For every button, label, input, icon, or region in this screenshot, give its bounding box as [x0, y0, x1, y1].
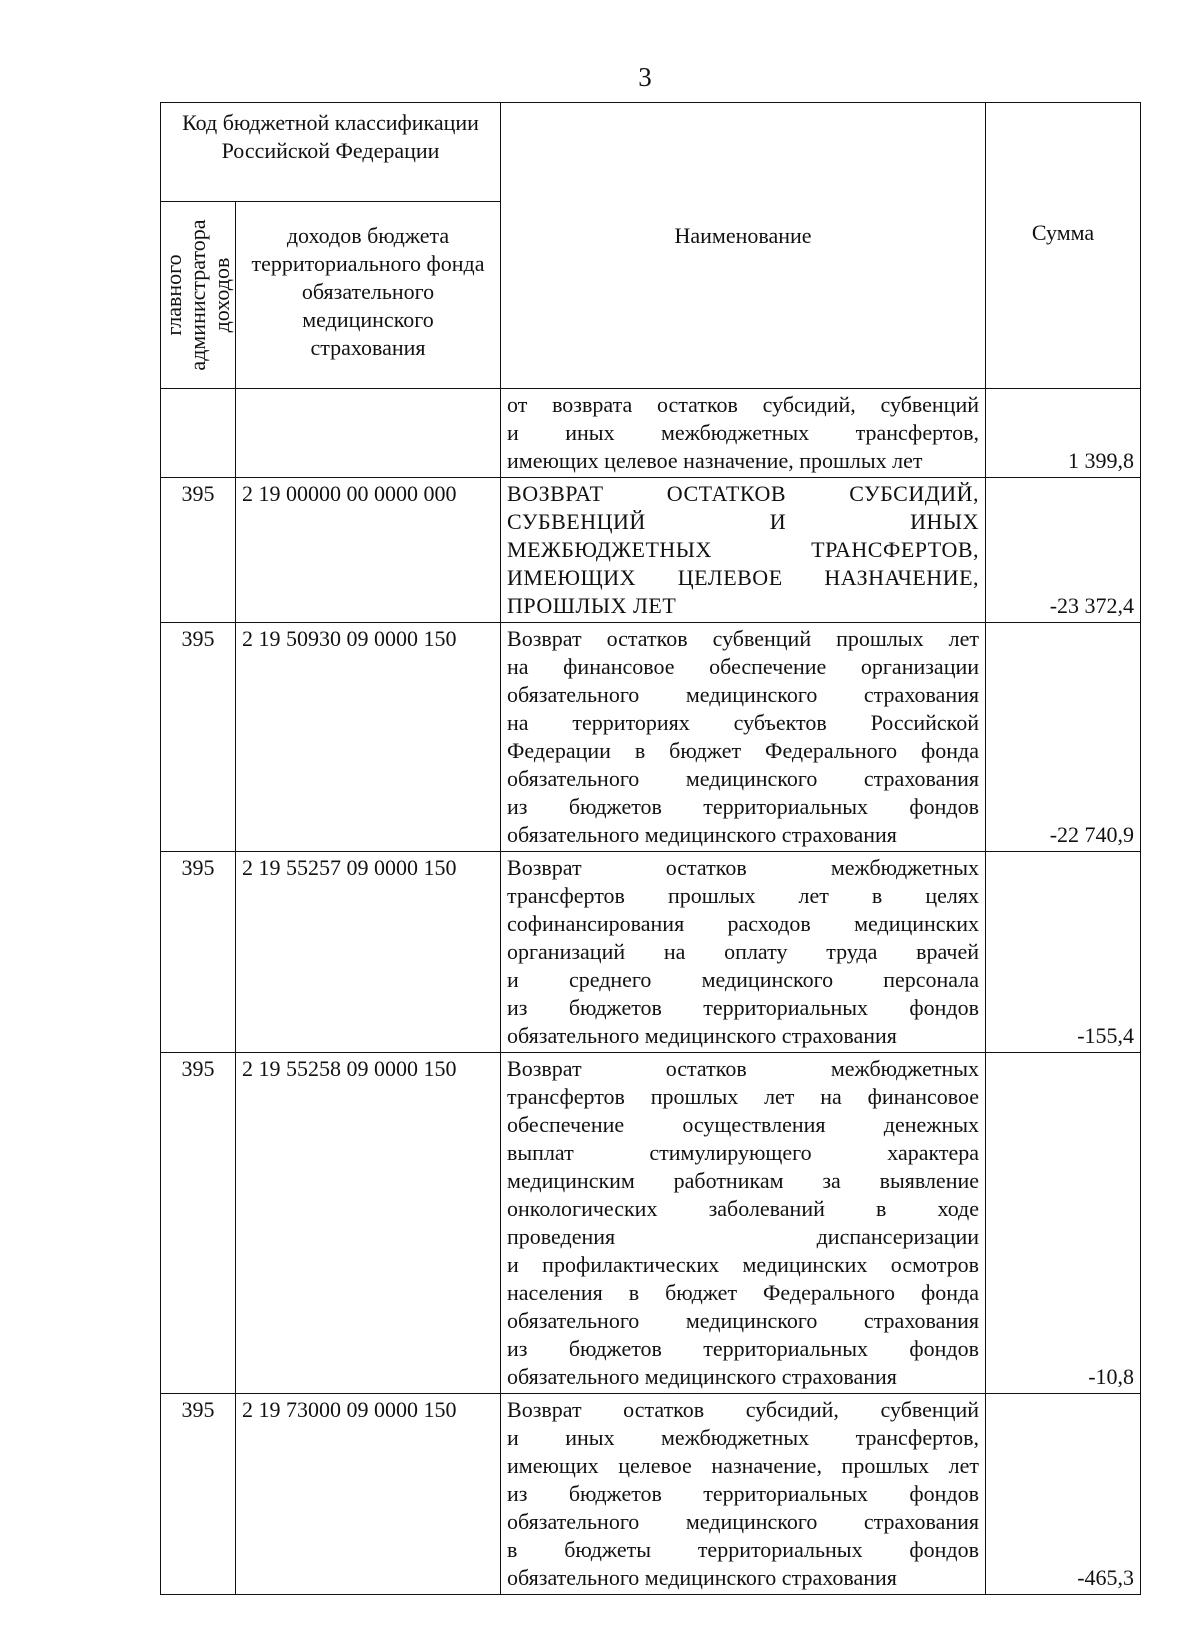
- table-body: [161, 389, 1141, 1595]
- name-line: обязательного медицинского страхования: [507, 822, 897, 847]
- name-line: от возврата остатков субсидий, субвенций: [507, 392, 980, 417]
- income-code-cell: 2 19 00000 00 0000 000: [236, 478, 501, 623]
- name-line: ВОЗВРАТ ОСТАТКОВ СУБСИДИЙ,: [507, 481, 980, 506]
- admin-code-cell: 395: [161, 623, 236, 852]
- name-line: и профилактических медицинских осмотров: [507, 1252, 980, 1277]
- sum-cell: 1 399,8: [986, 389, 1141, 478]
- name-line: и среднего медицинского персонала: [507, 967, 980, 992]
- header-budget-code-group: Код бюджетной классификации Российской Федерации: [161, 103, 501, 202]
- income-code-cell: 2 19 50930 09 0000 150: [236, 623, 501, 852]
- name-cell: [501, 389, 986, 478]
- name-line: обязательного медицинского страхования: [507, 1023, 897, 1048]
- name-line: на финансовое обеспечение организации: [507, 654, 980, 679]
- name-line: и иных межбюджетных трансфертов,: [507, 420, 980, 445]
- income-code-cell: 2 19 55257 09 0000 150: [236, 852, 501, 1053]
- name-line: трансфертов прошлых лет в целях: [507, 883, 980, 908]
- name-line: обязательного медицинского страхования: [507, 1509, 980, 1534]
- header-sum: Сумма: [986, 103, 1141, 389]
- admin-code-cell: 395: [161, 478, 236, 623]
- table-row: [161, 478, 1141, 623]
- name-line: и иных межбюджетных трансфертов,: [507, 1425, 980, 1450]
- table-row: [161, 1394, 1141, 1595]
- name-line: трансфертов прошлых лет на финансовое: [507, 1084, 980, 1109]
- income-code-cell: 2 19 55258 09 0000 150: [236, 1053, 501, 1394]
- name-line: софинансирования расходов медицинских: [507, 911, 980, 936]
- name-line: из бюджетов территориальных фондов: [507, 1336, 980, 1361]
- sum-cell: -155,4: [986, 852, 1141, 1053]
- name-line: из бюджетов территориальных фондов: [507, 995, 980, 1020]
- budget-classification-table: [160, 102, 1141, 1595]
- admin-code-cell: 395: [161, 1394, 236, 1595]
- header-admin-line: доходов: [209, 257, 234, 333]
- name-line: Возврат остатков межбюджетных: [507, 1056, 980, 1081]
- sum-cell: -23 372,4: [986, 478, 1141, 623]
- name-line: обязательного медицинского страхования: [507, 682, 980, 707]
- name-line: обязательного медицинского страхования: [507, 1308, 980, 1333]
- sum-cell: -10,8: [986, 1053, 1141, 1394]
- name-line: выплат стимулирующего характера: [507, 1140, 980, 1165]
- name-cell: [501, 478, 986, 623]
- name-line: медицинским работникам за выявление: [507, 1168, 980, 1193]
- name-line: имеющих целевое назначение, прошлых лет: [507, 448, 923, 473]
- name-line: Возврат остатков субсидий, субвенций: [507, 1397, 980, 1422]
- header-admin-line: администратора: [185, 219, 210, 371]
- name-cell: [501, 852, 986, 1053]
- admin-code-cell: 395: [161, 852, 236, 1053]
- name-line: проведения диспансеризации: [507, 1224, 980, 1249]
- name-line: ПРОШЛЫХ ЛЕТ: [507, 593, 677, 618]
- income-code-cell: 2 19 73000 09 0000 150: [236, 1394, 501, 1595]
- name-line: обязательного медицинского страхования: [507, 1364, 897, 1389]
- header-name-label: Наименование: [674, 222, 812, 248]
- name-line: организаций на оплату труда врачей: [507, 939, 980, 964]
- name-line: обеспечение осуществления денежных: [507, 1112, 980, 1137]
- header-name: [501, 103, 986, 389]
- table-row: [161, 852, 1141, 1053]
- name-line: Возврат остатков межбюджетных: [507, 855, 980, 880]
- header-admin-line: главного: [161, 254, 186, 336]
- name-line: ИМЕЮЩИХ ЦЕЛЕВОЕ НАЗНАЧЕНИЕ,: [507, 565, 980, 590]
- name-cell: [501, 623, 986, 852]
- table-row: [161, 389, 1141, 478]
- name-line: онкологических заболеваний в ходе: [507, 1196, 980, 1221]
- page-number: 3: [638, 62, 652, 92]
- name-cell: [501, 1053, 986, 1394]
- name-line: Возврат остатков субвенций прошлых лет: [507, 626, 980, 651]
- name-line: в бюджеты территориальных фондов: [507, 1537, 980, 1562]
- header-income-code: доходов бюджета территориального фонда обязательного медицинского страхования: [236, 202, 501, 389]
- name-line: МЕЖБЮДЖЕТНЫХ ТРАНСФЕРТОВ,: [507, 537, 980, 562]
- sum-cell: -465,3: [986, 1394, 1141, 1595]
- name-line: обязательного медицинского страхования: [507, 766, 980, 791]
- table-row: [161, 1053, 1141, 1394]
- income-code-cell: [236, 389, 501, 478]
- name-line: из бюджетов территориальных фондов: [507, 794, 980, 819]
- name-line: обязательного медицинского страхования: [507, 1565, 897, 1590]
- name-line: из бюджетов территориальных фондов: [507, 1481, 980, 1506]
- name-line: СУБВЕНЦИЙ И ИНЫХ: [507, 509, 980, 534]
- table-row: [161, 623, 1141, 852]
- sum-cell: -22 740,9: [986, 623, 1141, 852]
- name-line: Федерации в бюджет Федерального фонда: [507, 738, 980, 763]
- header-admin: [161, 202, 236, 389]
- name-line: населения в бюджет Федерального фонда: [507, 1280, 980, 1305]
- name-line: имеющих целевое назначение, прошлых лет: [507, 1453, 980, 1478]
- name-line: на территориях субъектов Российской: [507, 710, 980, 735]
- admin-code-cell: [161, 389, 236, 478]
- admin-code-cell: 395: [161, 1053, 236, 1394]
- name-cell: [501, 1394, 986, 1595]
- header-admin-rotated: [162, 219, 234, 370]
